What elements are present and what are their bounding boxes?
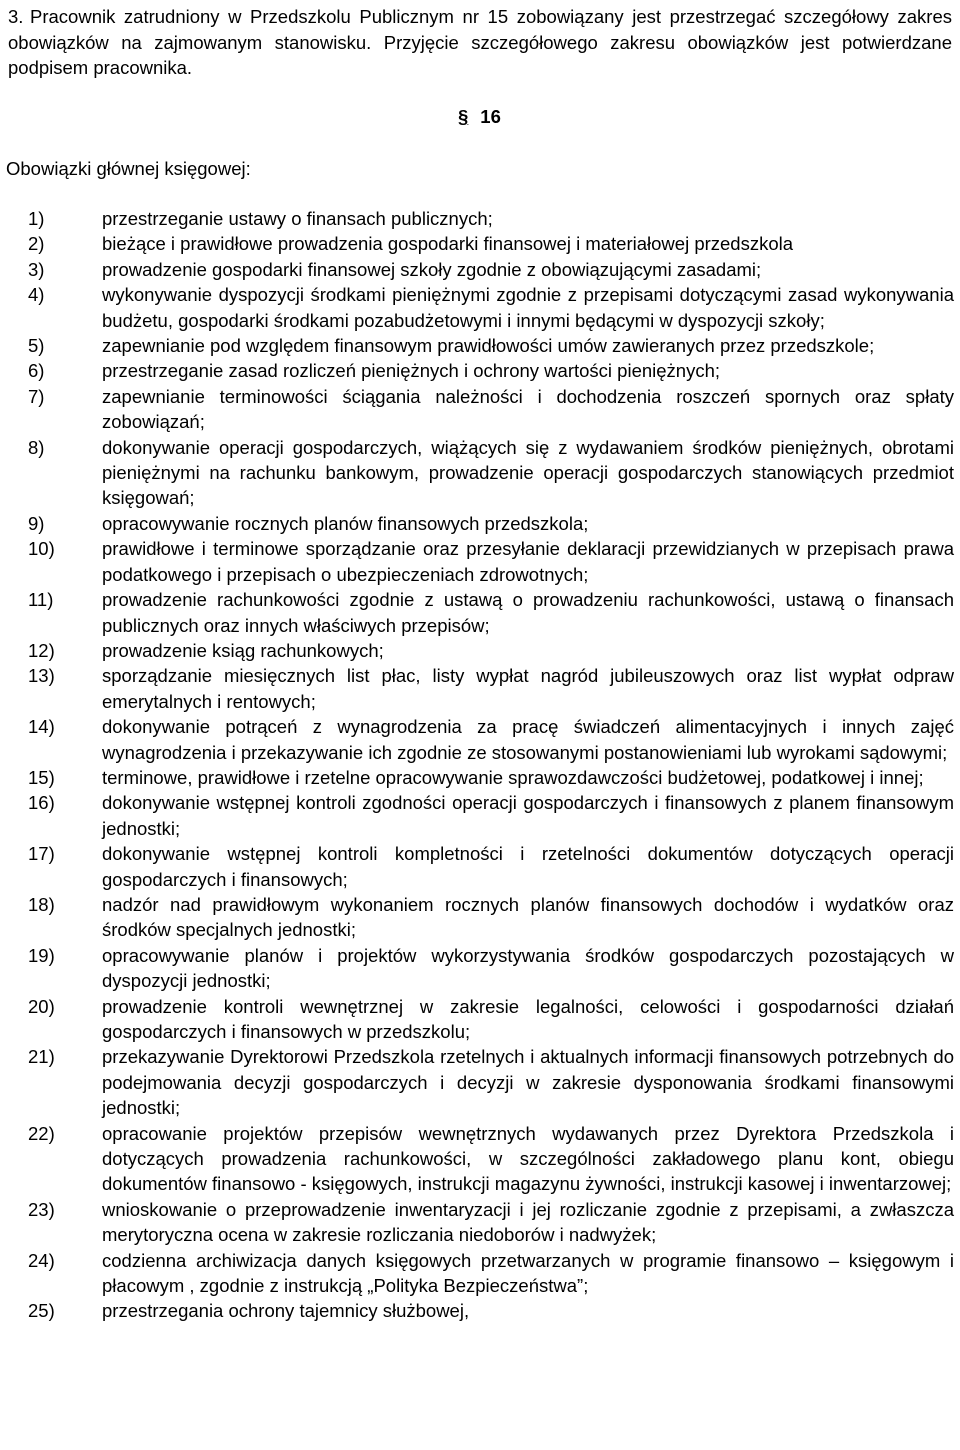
duty-item (0, 384, 960, 435)
duty-number: 4) (28, 284, 45, 306)
duty-text: wnioskowanie o przeprowadzenie inwentaryzacji i jej rozliczanie zgodnie z przepisami, a zwłaszcza merytoryczna ocena w zakresie rozliczania niedoborów i nadwyżek; (102, 1198, 954, 1246)
duty-text: dokonywanie operacji gospodarczych, wiążących się z wydawaniem środków pieniężnych, obrotami pieniężnymi na rachunku bankowym, prowadzenie operacji gospodarczych stanowiących przedmiot księgowań; (102, 436, 954, 509)
intro-paragraph (8, 4, 952, 81)
duty-number: 25) (28, 1300, 55, 1322)
duty-number: 18) (28, 893, 55, 915)
duty-text: przestrzeganie ustawy o finansach publicznych; (102, 208, 493, 229)
duty-text: opracowanie projektów przepisów wewnętrznych wydawanych przez Dyrektora Przedszkola i dotyczących prowadzenia rachunkowości, w szczególności zakładowego planu kont, obiegu dokumentów finansowo - księgowych, instrukcji magazynu żywności, instrukcji kasowej i inwentarzowej; (102, 1122, 954, 1195)
duty-text: przekazywanie Dyrektorowi Przedszkola rzetelnych i aktualnych informacji finansowych potrzebnych do podejmowania decyzji gospodarczych i decyzji w zakresie dysponowania środkami finansowymi jednostki; (102, 1046, 954, 1119)
duty-item (0, 257, 960, 282)
duty-item (0, 994, 960, 1045)
section-number: 16 (480, 106, 501, 127)
duty-item (0, 333, 960, 358)
duty-number: 12) (28, 639, 55, 661)
duty-item (0, 943, 960, 994)
role-heading: Obowiązki głównej księgowej: (6, 158, 251, 179)
duty-item (0, 1197, 960, 1248)
duty-number: 23) (28, 1198, 55, 1220)
duty-number: 13) (28, 665, 55, 687)
duty-text: bieżące i prawidłowe prowadzenia gospodarki finansowej i materiałowej przedszkola (102, 233, 794, 255)
duty-text: prawidłowe i terminowe sporządzanie oraz przesyłanie deklaracji przewidzianych w przepisach prawa podatkowego i przepisach o ubezpieczeniach zdrowotnych; (102, 538, 954, 585)
duty-text: zapewnianie pod względem finansowym prawidłowości umów zawieranych przez przedszkole; (102, 335, 875, 357)
duty-item (0, 663, 960, 714)
duty-number: 8) (28, 436, 45, 458)
duty-text: prowadzenie ksiąg rachunkowych; (102, 639, 384, 661)
duty-number: 16) (28, 792, 55, 814)
duty-text: przestrzegania ochrony tajemnicy służbowej, (102, 1300, 470, 1322)
duty-number: 17) (28, 843, 55, 865)
duty-item (0, 714, 960, 765)
duty-text: dokonywanie wstępnej kontroli zgodności operacji gospodarczych i finansowych z planem finansowym jednostki; (102, 792, 954, 839)
duty-item (0, 282, 960, 333)
section-sign: § (458, 106, 469, 127)
duty-text: terminowe, prawidłowe i rzetelne opracowywanie sprawozdawczości budżetowej, podatkowej i innej; (102, 766, 924, 788)
duty-number: 21) (28, 1046, 55, 1068)
intro-text: Pracownik zatrudniony w Przedszkolu Publicznym nr 15 zobowiązany jest przestrzegać szczegółowy zakres obowiązków na zajmowanym stanowisku. Przyjęcie szczegółowego zakresu obowiązków jest potwierdzane podpisem pracownika. (8, 6, 952, 78)
duty-number: 19) (28, 944, 55, 966)
duty-text: nadzór nad prawidłowym wykonaniem rocznych planów finansowych dochodów i wydatków oraz środków specjalnych jednostki; (102, 893, 954, 941)
section-heading (458, 106, 501, 128)
duty-item (0, 1121, 960, 1197)
duty-text: codzienna archiwizacja danych księgowych przetwarzanych w programie finansowo – księgowym i płacowym , zgodnie z instrukcją „Polityka Bezpieczeństwa”; (102, 1249, 954, 1297)
duty-text: prowadzenie kontroli wewnętrznej w zakresie legalności, celowości i gospodarności działań gospodarczych i finansowych w przedszkolu; (102, 995, 954, 1042)
duty-item (0, 587, 960, 638)
duty-number: 11) (28, 589, 54, 611)
duty-text: przestrzeganie zasad rozliczeń pieniężnych i ochrony wartości pieniężnych; (102, 360, 721, 382)
duty-text: zapewnianie terminowości ściągania należności i dochodzenia roszczeń spornych oraz spłaty zobowiązań; (102, 385, 954, 433)
duty-item (0, 841, 960, 892)
duty-item (0, 1248, 960, 1299)
duty-number: 3) (28, 258, 45, 280)
duty-item (0, 206, 960, 231)
duty-text: prowadzenie rachunkowości zgodnie z ustawą o prowadzeniu rachunkowości, ustawą o finansach publicznych oraz innych właściwych przepisów; (102, 589, 954, 636)
duty-number: 20) (28, 995, 55, 1017)
duty-item (0, 536, 960, 587)
duty-item (0, 231, 960, 256)
duty-item (0, 790, 960, 841)
duty-number: 5) (28, 335, 45, 357)
duty-number: 1) (28, 208, 45, 229)
duty-number: 2) (28, 233, 45, 255)
duty-text: dokonywanie potrąceń z wynagrodzenia za pracę świadczeń alimentacyjnych i innych zajęć wynagrodzenia i przekazywanie ich zgodnie ze stosowanymi postanowieniami lub wyrokami sądowymi; (102, 716, 954, 763)
duty-number: 9) (28, 512, 45, 534)
duty-text: opracowywanie rocznych planów finansowych przedszkola; (102, 512, 589, 534)
duty-item (0, 765, 960, 790)
duty-number: 22) (28, 1122, 55, 1144)
duty-item (0, 358, 960, 383)
intro-number: 3. (8, 6, 24, 27)
duty-number: 15) (28, 766, 55, 788)
duty-item (0, 435, 960, 511)
duty-number: 6) (28, 360, 45, 382)
duty-item (0, 511, 960, 536)
duty-text: opracowywanie planów i projektów wykorzystywania środków gospodarczych pozostających w dyspozycji jednostki; (102, 944, 954, 992)
duty-text: wykonywanie dyspozycji środkami pieniężnymi zgodnie z przepisami dotyczącymi zasad wykonywania budżetu, gospodarki środkami pozabudżetowymi i innymi będącymi w dyspozycji szkoły; (102, 284, 954, 331)
duty-number: 24) (28, 1249, 55, 1271)
duties-list (0, 206, 960, 1324)
duty-item (0, 1298, 960, 1323)
duty-text: prowadzenie gospodarki finansowej szkoły zgodnie z obowiązującymi zasadami; (102, 258, 762, 280)
duty-number: 10) (28, 538, 55, 560)
duty-text: sporządzanie miesięcznych list płac, listy wypłat nagród jubileuszowych oraz list wypłat odpraw emerytalnych i rentowych; (102, 665, 954, 712)
duty-item (0, 892, 960, 943)
duty-number: 14) (28, 716, 55, 738)
duty-text: dokonywanie wstępnej kontroli kompletności i rzetelności dokumentów dotyczących operacji gospodarczych i finansowych; (102, 843, 954, 890)
duty-item (0, 638, 960, 663)
duty-number: 7) (28, 385, 45, 407)
duty-item (0, 1044, 960, 1120)
